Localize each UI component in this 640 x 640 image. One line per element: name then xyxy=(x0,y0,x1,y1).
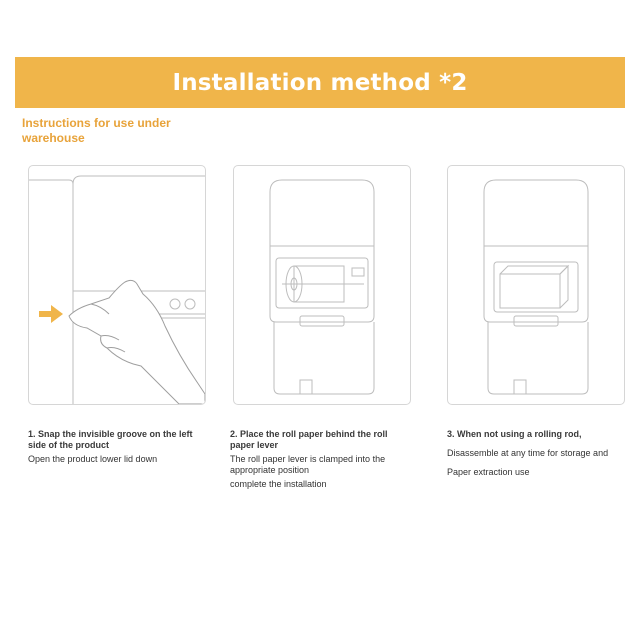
step-2-line-1: The roll paper lever is clamped into the appropriate position xyxy=(230,454,386,475)
step-3-caption xyxy=(447,429,627,478)
roll-paper-illustration xyxy=(234,166,410,404)
step-2-line-2: complete the installation xyxy=(230,479,327,489)
illustration-panel-1 xyxy=(28,165,206,405)
step-2-heading: 2. Place the roll paper behind the roll paper lever xyxy=(230,429,388,450)
arrow-right-icon xyxy=(39,305,63,323)
page-title: Installation method *2 xyxy=(172,69,468,96)
storage-illustration xyxy=(448,166,624,404)
step-1-caption xyxy=(28,429,208,465)
illustration-panel-3 xyxy=(447,165,625,405)
illustration-panel-2 xyxy=(233,165,411,405)
step-2-caption xyxy=(230,429,410,490)
step-3-heading: 3. When not using a rolling rod, xyxy=(447,429,582,439)
title-banner xyxy=(15,57,625,108)
step-1-heading: 1. Snap the invisible groove on the left side of the product xyxy=(28,429,193,450)
step-1-line-1: Open the product lower lid down xyxy=(28,454,158,464)
step-3-line-2: Paper extraction use xyxy=(447,467,530,477)
section-subtitle: Instructions for use under warehouse xyxy=(22,116,171,145)
step-3-line-1: Disassemble at any time for storage and xyxy=(447,448,609,458)
hand-open-groove-illustration xyxy=(29,166,205,404)
